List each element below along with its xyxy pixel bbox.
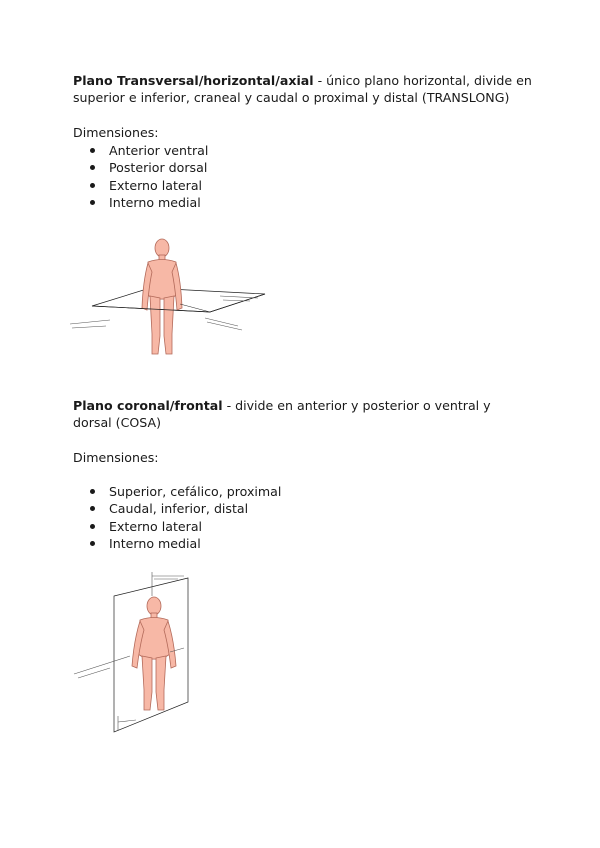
list-item: Interno medial — [73, 535, 281, 552]
list-item: Caudal, inferior, distal — [73, 500, 281, 517]
bullet-icon — [90, 148, 95, 153]
coronal-plane-title: Plano coronal/frontal — [73, 398, 223, 413]
dimensions-list-1 — [73, 142, 208, 211]
bullet-icon — [90, 506, 95, 511]
dimensions-list-2 — [73, 483, 281, 552]
bullet-icon — [90, 541, 95, 546]
list-item: Interno medial — [73, 194, 208, 211]
coronal-plane-description: - divide en anterior y posterior o ventral y dorsal (COSA) — [73, 398, 491, 430]
coronal-plane-paragraph — [73, 397, 533, 431]
dimensions-label-2: Dimensiones: — [73, 450, 159, 465]
bullet-icon — [90, 524, 95, 529]
bullet-icon — [90, 489, 95, 494]
dimensions-label-1: Dimensiones: — [73, 125, 159, 140]
bullet-icon — [90, 183, 95, 188]
transversal-plane-title: Plano Transversal/horizontal/axial — [73, 73, 314, 88]
list-item: Superior, cefálico, proximal — [73, 483, 281, 500]
bullet-icon — [90, 200, 95, 205]
transversal-plane-paragraph — [73, 72, 533, 106]
transversal-plane-figure — [70, 236, 270, 366]
coronal-plane-figure — [70, 570, 200, 740]
list-item: Externo lateral — [73, 177, 208, 194]
bullet-icon — [90, 165, 95, 170]
list-item: Anterior ventral — [73, 142, 208, 159]
list-item: Posterior dorsal — [73, 159, 208, 176]
list-item: Externo lateral — [73, 518, 281, 535]
transversal-plane-description: - único plano horizontal, divide en superior e inferior, craneal y caudal o proximal y distal (TRANSLONG) — [73, 73, 532, 105]
